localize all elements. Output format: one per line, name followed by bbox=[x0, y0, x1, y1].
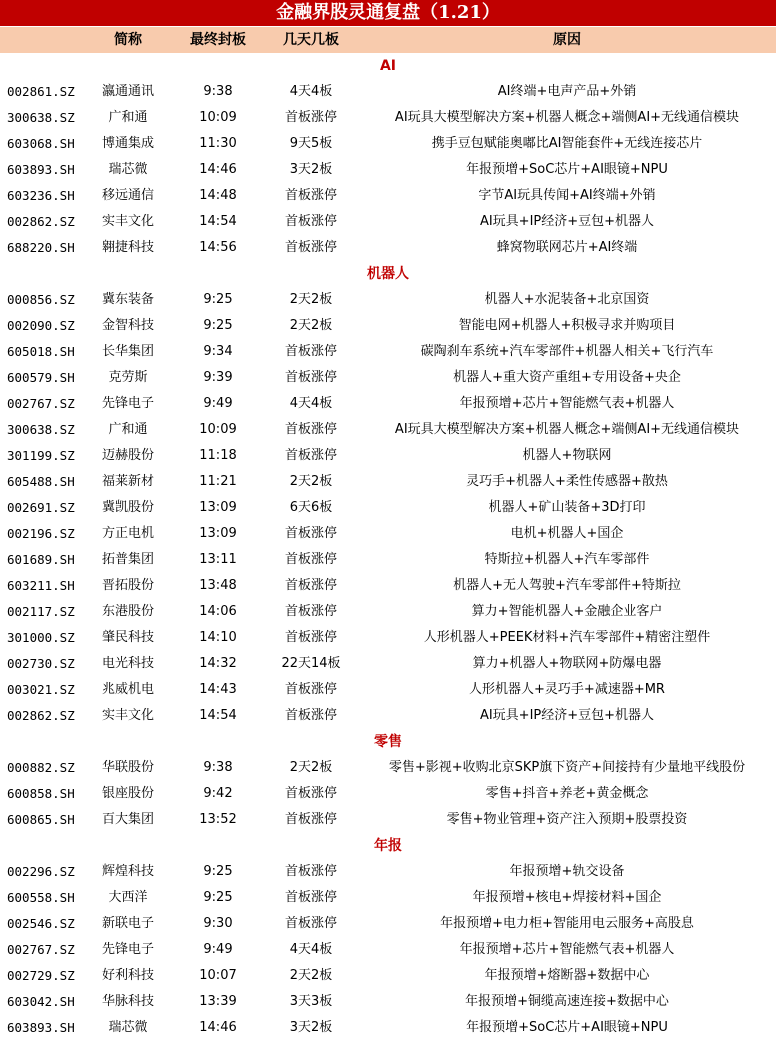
table-row bbox=[0, 781, 776, 807]
stock-name: 实丰文化 bbox=[101, 708, 154, 723]
table-row bbox=[0, 703, 776, 729]
seal-time: 10:07 bbox=[199, 968, 237, 983]
seal-time: 9:49 bbox=[203, 942, 233, 957]
stock-name: 辉煌科技 bbox=[101, 864, 154, 879]
stock-code: 600558.SH bbox=[7, 890, 75, 905]
seal-time: 14:32 bbox=[199, 656, 237, 671]
seal-time: 9:25 bbox=[203, 292, 233, 307]
board-count: 首板涨停 bbox=[284, 708, 337, 723]
seal-time: 14:48 bbox=[199, 188, 237, 203]
seal-time: 9:42 bbox=[203, 786, 233, 801]
seal-time: 9:30 bbox=[203, 916, 233, 931]
seal-time: 11:30 bbox=[199, 136, 237, 151]
seal-time: 13:48 bbox=[199, 578, 237, 593]
limit-reason: 零售+抖音+养老+黄金概念 bbox=[485, 786, 649, 801]
stock-code: 601689.SH bbox=[7, 552, 75, 567]
seal-time: 13:09 bbox=[199, 526, 237, 541]
stock-name: 兆威机电 bbox=[101, 682, 154, 697]
limit-reason: 算力+智能机器人+金融企业客户 bbox=[471, 604, 663, 619]
section-heading: AI bbox=[379, 58, 397, 74]
stock-name: 广和通 bbox=[108, 110, 148, 125]
board-count: 3天2板 bbox=[289, 1020, 333, 1035]
table-header bbox=[0, 27, 776, 53]
stock-name: 晋拓股份 bbox=[101, 578, 154, 593]
seal-time: 9:38 bbox=[203, 84, 233, 99]
stock-name: 冀凯股份 bbox=[101, 500, 154, 515]
board-count: 2天2板 bbox=[289, 292, 333, 307]
limit-reason: 智能电网+机器人+积极寻求并购项目 bbox=[458, 318, 676, 333]
table-row bbox=[0, 885, 776, 911]
header-board: 几天几板 bbox=[283, 32, 339, 48]
limit-reason: 蜂窝物联网芯片+AI终端 bbox=[496, 240, 638, 255]
header-reason: 原因 bbox=[553, 32, 581, 48]
stock-name: 翱捷科技 bbox=[101, 240, 154, 255]
stock-name: 博通集成 bbox=[101, 136, 154, 151]
stock-name: 先锋电子 bbox=[101, 942, 154, 957]
board-count: 2天2板 bbox=[289, 318, 333, 333]
seal-time: 13:09 bbox=[199, 500, 237, 515]
stock-code: 002546.SZ bbox=[7, 916, 75, 931]
limit-reason: 年报预增+铜缆高速连接+数据中心 bbox=[465, 994, 669, 1009]
stock-name: 东港股份 bbox=[101, 604, 154, 619]
section-heading: 机器人 bbox=[367, 266, 409, 282]
stock-code: 603068.SH bbox=[7, 136, 75, 151]
limit-reason: 年报预增+SoC芯片+AI眼镜+NPU bbox=[466, 1020, 668, 1035]
table-row bbox=[0, 105, 776, 131]
limit-reason: 机器人+水泥装备+北京国资 bbox=[484, 292, 650, 307]
stock-name: 方正电机 bbox=[101, 526, 154, 541]
table-row bbox=[0, 573, 776, 599]
section-heading: 零售 bbox=[374, 734, 402, 750]
stock-name: 华联股份 bbox=[101, 760, 154, 775]
board-count: 首板涨停 bbox=[284, 890, 337, 905]
board-count: 首板涨停 bbox=[284, 916, 337, 931]
table-row bbox=[0, 365, 776, 391]
limit-reason: AI玩具大模型解决方案+机器人概念+端侧AI+无线通信模块 bbox=[394, 422, 740, 437]
table-row bbox=[0, 287, 776, 313]
stock-name: 先锋电子 bbox=[101, 396, 154, 411]
stock-code: 688220.SH bbox=[7, 240, 75, 255]
limit-reason: AI终端+电声产品+外销 bbox=[497, 84, 637, 99]
board-count: 首板涨停 bbox=[284, 604, 337, 619]
table-row bbox=[0, 417, 776, 443]
limit-reason: AI玩具+IP经济+豆包+机器人 bbox=[479, 214, 655, 229]
seal-time: 9:38 bbox=[203, 760, 233, 775]
board-count: 首板涨停 bbox=[284, 422, 337, 437]
page-title: 金融界股灵通复盘（1.21） bbox=[0, 0, 776, 26]
stock-code: 002861.SZ bbox=[7, 84, 75, 99]
limit-reason: 特斯拉+机器人+汽车零部件 bbox=[484, 552, 650, 567]
table-row bbox=[0, 1015, 776, 1041]
table-row bbox=[0, 157, 776, 183]
stock-code: 002729.SZ bbox=[7, 968, 75, 983]
stock-code: 002296.SZ bbox=[7, 864, 75, 879]
limit-reason: 年报预增+核电+焊接材料+国企 bbox=[472, 890, 662, 905]
table-row bbox=[0, 235, 776, 261]
limit-reason: 携手豆包赋能奥嘟比AI智能套件+无线连接芯片 bbox=[431, 136, 703, 151]
stock-name: 大西洋 bbox=[108, 890, 148, 905]
stock-code: 603893.SH bbox=[7, 1020, 75, 1035]
table-row bbox=[0, 547, 776, 573]
stock-name: 瑞芯微 bbox=[108, 1020, 148, 1035]
stock-code: 000856.SZ bbox=[7, 292, 75, 307]
table-row bbox=[0, 131, 776, 157]
seal-time: 14:43 bbox=[199, 682, 237, 697]
header-name: 简称 bbox=[114, 32, 142, 48]
board-count: 9天5板 bbox=[289, 136, 333, 151]
seal-time: 14:46 bbox=[199, 1020, 237, 1035]
board-count: 首板涨停 bbox=[284, 786, 337, 801]
limit-reason: AI玩具+IP经济+豆包+机器人 bbox=[479, 708, 655, 723]
board-count: 6天6板 bbox=[289, 500, 333, 515]
stock-name: 瀛通通讯 bbox=[101, 84, 154, 99]
table-row bbox=[0, 599, 776, 625]
board-count: 首板涨停 bbox=[284, 110, 337, 125]
board-count: 3天3板 bbox=[289, 994, 333, 1009]
board-count: 首板涨停 bbox=[284, 864, 337, 879]
limit-reason: 机器人+矿山装备+3D打印 bbox=[488, 500, 646, 515]
stock-code: 002767.SZ bbox=[7, 942, 75, 957]
board-count: 首板涨停 bbox=[284, 578, 337, 593]
board-count: 4天4板 bbox=[289, 396, 333, 411]
seal-time: 14:46 bbox=[199, 162, 237, 177]
stock-code: 002691.SZ bbox=[7, 500, 75, 515]
seal-time: 14:56 bbox=[199, 240, 237, 255]
stock-code: 301000.SZ bbox=[7, 630, 75, 645]
table-row bbox=[0, 313, 776, 339]
stock-name: 实丰文化 bbox=[101, 214, 154, 229]
board-count: 首板涨停 bbox=[284, 448, 337, 463]
table-row bbox=[0, 625, 776, 651]
stock-code: 300638.SZ bbox=[7, 110, 75, 125]
stock-name: 克劳斯 bbox=[108, 370, 148, 385]
board-count: 首板涨停 bbox=[284, 682, 337, 697]
limit-reason: 年报预增+轨交设备 bbox=[509, 864, 625, 879]
seal-time: 9:39 bbox=[203, 370, 233, 385]
stock-code: 603211.SH bbox=[7, 578, 75, 593]
stock-code: 600858.SH bbox=[7, 786, 75, 801]
board-count: 首板涨停 bbox=[284, 214, 337, 229]
stock-code: 002767.SZ bbox=[7, 396, 75, 411]
stock-code: 003021.SZ bbox=[7, 682, 75, 697]
limit-reason: 年报预增+芯片+智能燃气表+机器人 bbox=[459, 942, 675, 957]
section-heading: 年报 bbox=[374, 838, 402, 854]
seal-time: 10:09 bbox=[199, 110, 237, 125]
seal-time: 11:21 bbox=[199, 474, 237, 489]
table-row bbox=[0, 469, 776, 495]
stock-code: 600579.SH bbox=[7, 370, 75, 385]
limit-reason: 机器人+物联网 bbox=[522, 448, 612, 463]
stock-code: 605018.SH bbox=[7, 344, 75, 359]
stock-name: 瑞芯微 bbox=[108, 162, 148, 177]
board-count: 首板涨停 bbox=[284, 526, 337, 541]
stock-name: 新联电子 bbox=[101, 916, 154, 931]
stock-name: 银座股份 bbox=[101, 786, 154, 801]
stock-code: 603893.SH bbox=[7, 162, 75, 177]
limit-reason: 机器人+重大资产重组+专用设备+央企 bbox=[453, 370, 681, 385]
board-count: 首板涨停 bbox=[284, 552, 337, 567]
board-count: 4天4板 bbox=[289, 942, 333, 957]
stock-name: 好利科技 bbox=[101, 968, 154, 983]
seal-time: 9:49 bbox=[203, 396, 233, 411]
stock-code: 603042.SH bbox=[7, 994, 75, 1009]
table-row bbox=[0, 651, 776, 677]
seal-time: 13:39 bbox=[199, 994, 237, 1009]
seal-time: 9:25 bbox=[203, 890, 233, 905]
table-row bbox=[0, 339, 776, 365]
board-count: 4天4板 bbox=[289, 84, 333, 99]
limit-reason: AI玩具大模型解决方案+机器人概念+端侧AI+无线通信模块 bbox=[394, 110, 740, 125]
stock-name: 华脉科技 bbox=[101, 994, 154, 1009]
limit-reason: 灵巧手+机器人+柔性传感器+散热 bbox=[466, 474, 668, 489]
seal-time: 11:18 bbox=[199, 448, 237, 463]
seal-time: 10:09 bbox=[199, 422, 237, 437]
limit-reason: 机器人+无人驾驶+汽车零部件+特斯拉 bbox=[453, 578, 681, 593]
stock-name: 福莱新材 bbox=[101, 474, 154, 489]
stock-name: 移远通信 bbox=[101, 188, 154, 203]
seal-time: 14:54 bbox=[199, 708, 237, 723]
table-row bbox=[0, 391, 776, 417]
limit-reason: 算力+机器人+物联网+防爆电器 bbox=[472, 656, 662, 671]
table-row bbox=[0, 989, 776, 1015]
board-count: 2天2板 bbox=[289, 474, 333, 489]
stock-code: 605488.SH bbox=[7, 474, 75, 489]
stock-code: 002862.SZ bbox=[7, 708, 75, 723]
stock-name: 长华集团 bbox=[101, 344, 154, 359]
limit-reason: 零售+影视+收购北京SKP旗下资产+间接持有少量地平线股份 bbox=[388, 760, 746, 775]
table-row bbox=[0, 521, 776, 547]
stock-code: 600865.SH bbox=[7, 812, 75, 827]
table-row bbox=[0, 183, 776, 209]
stock-name: 冀东装备 bbox=[101, 292, 154, 307]
stock-name: 电光科技 bbox=[101, 656, 154, 671]
table-row bbox=[0, 859, 776, 885]
table-row bbox=[0, 755, 776, 781]
stock-name: 肇民科技 bbox=[101, 630, 154, 645]
limit-reason: 年报预增+熔断器+数据中心 bbox=[484, 968, 650, 983]
seal-time: 14:10 bbox=[199, 630, 237, 645]
stock-name: 迈赫股份 bbox=[101, 448, 154, 463]
stock-code: 002090.SZ bbox=[7, 318, 75, 333]
board-count: 2天2板 bbox=[289, 968, 333, 983]
limit-reason: 年报预增+芯片+智能燃气表+机器人 bbox=[459, 396, 675, 411]
seal-time: 14:06 bbox=[199, 604, 237, 619]
board-count: 首板涨停 bbox=[284, 630, 337, 645]
stock-code: 603236.SH bbox=[7, 188, 75, 203]
seal-time: 13:52 bbox=[199, 812, 237, 827]
stock-code: 000882.SZ bbox=[7, 760, 75, 775]
board-count: 首板涨停 bbox=[284, 240, 337, 255]
seal-time: 14:54 bbox=[199, 214, 237, 229]
board-count: 首板涨停 bbox=[284, 344, 337, 359]
stock-name: 拓普集团 bbox=[101, 552, 154, 567]
table-row bbox=[0, 911, 776, 937]
stock-code: 300638.SZ bbox=[7, 422, 75, 437]
table-row bbox=[0, 495, 776, 521]
limit-reason: 年报预增+电力柜+智能用电云服务+高股息 bbox=[440, 916, 694, 931]
board-count: 2天2板 bbox=[289, 760, 333, 775]
limit-reason: 人形机器人+PEEK材料+汽车零部件+精密注塑件 bbox=[423, 630, 711, 645]
stock-code: 002117.SZ bbox=[7, 604, 75, 619]
limit-reason: 字节AI玩具传闻+AI终端+外销 bbox=[478, 188, 656, 203]
stock-code: 002730.SZ bbox=[7, 656, 75, 671]
header-time: 最终封板 bbox=[190, 32, 246, 48]
table-row bbox=[0, 677, 776, 703]
stock-name: 百大集团 bbox=[101, 812, 154, 827]
table-row bbox=[0, 209, 776, 235]
seal-time: 13:11 bbox=[199, 552, 237, 567]
stock-code: 301199.SZ bbox=[7, 448, 75, 463]
board-count: 首板涨停 bbox=[284, 370, 337, 385]
table-row bbox=[0, 443, 776, 469]
table-row bbox=[0, 79, 776, 105]
stock-code: 002196.SZ bbox=[7, 526, 75, 541]
table-row bbox=[0, 963, 776, 989]
board-count: 22天14板 bbox=[281, 656, 341, 671]
limit-reason: 年报预增+SoC芯片+AI眼镜+NPU bbox=[466, 162, 668, 177]
seal-time: 9:25 bbox=[203, 864, 233, 879]
table-row bbox=[0, 807, 776, 833]
seal-time: 9:25 bbox=[203, 318, 233, 333]
table-row bbox=[0, 937, 776, 963]
stock-code: 002862.SZ bbox=[7, 214, 75, 229]
limit-reason: 电机+机器人+国企 bbox=[510, 526, 624, 541]
limit-reason: 碳陶刹车系统+汽车零部件+机器人相关+飞行汽车 bbox=[420, 344, 714, 359]
board-count: 首板涨停 bbox=[284, 812, 337, 827]
stock-name: 金智科技 bbox=[101, 318, 154, 333]
limit-reason: 人形机器人+灵巧手+减速器+MR bbox=[469, 682, 665, 697]
board-count: 首板涨停 bbox=[284, 188, 337, 203]
seal-time: 9:34 bbox=[203, 344, 233, 359]
stock-name: 广和通 bbox=[108, 422, 148, 437]
limit-reason: 零售+物业管理+资产注入预期+股票投资 bbox=[446, 812, 688, 827]
board-count: 3天2板 bbox=[289, 162, 333, 177]
